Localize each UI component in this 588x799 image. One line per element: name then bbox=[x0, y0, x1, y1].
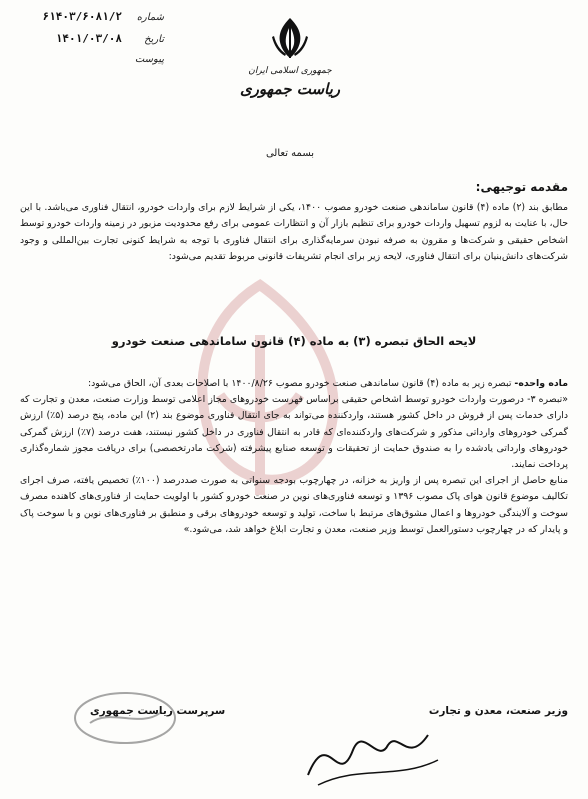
letter-meta bbox=[14, 10, 164, 76]
attachment-row bbox=[14, 54, 164, 76]
intro-heading: مقدمه توجیهی: bbox=[475, 180, 568, 194]
minister-signature-title: وزیر صنعت، معدن و تجارت bbox=[428, 705, 568, 717]
handwritten-signature bbox=[298, 705, 448, 795]
org-name-line1: جمهوری اسلامی ایران bbox=[248, 66, 332, 76]
article-lead: ماده واحده- bbox=[514, 378, 568, 389]
official-stamp bbox=[70, 688, 180, 748]
date-label: تاریخ bbox=[144, 34, 164, 45]
org-name-line2: ریاست جمهوری bbox=[239, 80, 341, 98]
iran-emblem-icon bbox=[268, 14, 312, 62]
article-line1: تبصره زیر به ماده (۴) قانون ساماندهی صنعت خودرو مصوب ۱۴۰۰/۸/۲۶ با اصلاحات بعدی آن، الحاق می‌شود: bbox=[87, 378, 512, 389]
article-body bbox=[20, 376, 568, 538]
bill-title: لایحه الحاق تبصره (۳) به ماده (۴) قانون ساماندهی صنعت خودرو bbox=[111, 334, 477, 348]
date-row bbox=[14, 32, 164, 54]
number-value: ۶۱۴۰۳/۶۰۸۱/۲ bbox=[42, 10, 122, 23]
article-funds-paragraph: منابع حاصل از اجرای این تبصره پس از واریز به خزانه، در چهارچوب بودجه سنواتی به صورت صددرصد (۱۰۰٪) تخصیص یافته، صرف اجرای تکالیف موضوع قانون هوای پاک مصوب ۱۳۹۶ و توسعه فناوری‌های نوین در صنعت خودرو کشور با اولویت حمایت از فناوری‌های کاهنده مصرف سوخت و آلایندگی خودروها و اعمال مشوق‌های مرتبط با ساخت، تولید و توسعه خودروهای برقی و منطبق بر فناوری‌های نوین و با سوخت پاک و پایدار که در چهارچوب دستورالعمل توسط وزیر صنعت، معدن و تجارت ابلاغ خواهد شد، می‌شود.» bbox=[20, 475, 569, 535]
date-value: ۱۴۰۱/۰۳/۰۸ bbox=[55, 32, 122, 45]
basmala: بسمه تعالی bbox=[265, 148, 315, 159]
intro-paragraph: مطابق بند (۲) ماده (۴) قانون ساماندهی صنعت خودرو مصوب ۱۴۰۰، یکی از شرایط لازم برای واردات خودرو، انتقال فناوری می‌باشد. با این حال، با عنایت به لزوم تسهیل واردات خودرو برای تنظیم بازار آن و انتظارات عمومی برای رفع محدودیت مزبور در زمینه واردات خودرو توسط اشخاص حقیقی و شرکت‌ها و مقرون به صرفه نبودن سرمایه‌گذاری برای انتقال فناوری با توجه به شرایط کنونی تجارت بین‌المللی و وجود شرکت‌های دانش‌بنیان برای انتقال فناوری، لایحه زیر برای انجام تشریفات قانونی مربوط تقدیم می‌شود: bbox=[20, 202, 569, 263]
number-label: شماره bbox=[136, 12, 164, 23]
article-opening bbox=[20, 376, 568, 392]
president-signature-title: سرپرست ریاست جمهوری bbox=[90, 705, 226, 717]
article-note-paragraph: «تبصره ۳- درصورت واردات خودرو توسط اشخاص حقیقی براساس فهرست خودروهای مجاز اعلامی توسط وزارت صنعت، معدن و تجارت که دارای خدمات پس از فروش در داخل کشور هستند، واردکننده می‌تواند به جای انتقال فناوری موضوع بند (۲) این ماده، پنج درصد (۵٪) ارزش گمرکی خودروهای وارداتی مذکور و شرکت‌های واردکننده‌ای که قادر به انتقال فناوری در داخل کشور نیستند، هفت درصد (۷٪) ارزش گمرکی خودروهای وارداتی یادشده را به صندوق حمایت از تحقیقات و توسعه صنایع پیشرفته (شرکت مادرتخصصی) برای دریافت مجوز شماره‌گذاری پرداخت نمایند. bbox=[20, 394, 569, 471]
attachment-label: پیوست bbox=[134, 54, 164, 65]
number-row bbox=[14, 10, 164, 32]
